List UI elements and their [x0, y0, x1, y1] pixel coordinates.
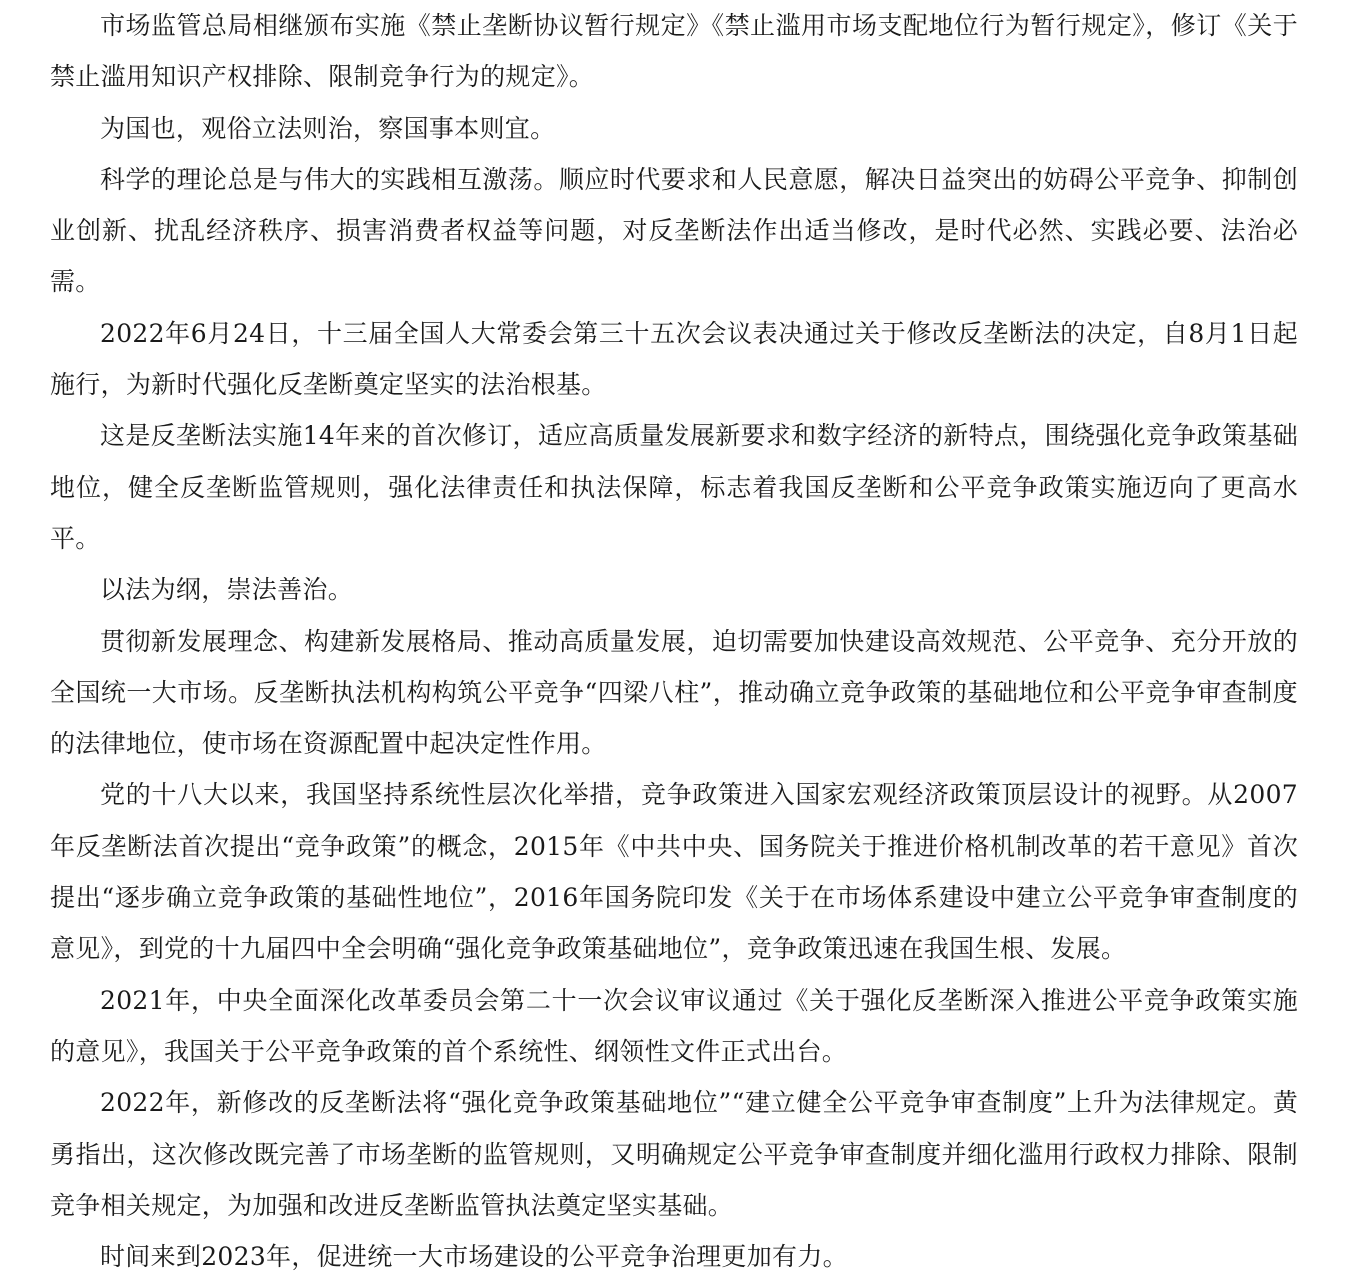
paragraph: 2022年6月24日，十三届全国人大常委会第三十五次会议表决通过关于修改反垄断法的决定，自8月1日起施行，为新时代强化反垄断奠定坚实的法治根基。: [50, 318, 1298, 400]
paragraph: 为国也，观俗立法则治，察国事本则宜。: [100, 113, 556, 143]
paragraph: 2022年，新修改的反垄断法将“强化竞争政策基础地位”“建立健全公平竞争审查制度”上升为法律规定。黄勇指出，这次修改既完善了市场垄断的监管规则，又明确规定公平竞争审查制度并细化滥用行政权力排除、限制竞争相关规定，为加强和改进反垄断监管执法奠定坚实基础。: [50, 1088, 1298, 1220]
paragraph: 科学的理论总是与伟大的实践相互激荡。顺应时代要求和人民意愿，解决日益突出的妨碍公平竞争、抑制创业创新、扰乱经济秩序、损害消费者权益等问题，对反垄断法作出适当修改，是时代必然、实践必要、法治必需。: [50, 164, 1298, 297]
article-body: [50, 0, 1298, 1282]
paragraph: 以法为纲，崇法善治。: [100, 575, 354, 605]
paragraph: 2021年，中央全面深化改革委员会第二十一次会议审议通过《关于强化反垄断深入推进公平竞争政策实施的意见》，我国关于公平竞争政策的首个系统性、纲领性文件正式出台。: [50, 985, 1298, 1066]
paragraph: 党的十八大以来，我国坚持系统性层次化举措，竞争政策进入国家宏观经济政策顶层设计的视野。从2007年反垄断法首次提出“竞争政策”的概念，2015年《中共中央、国务院关于推进价格机制改革的若干意见》首次提出“逐步确立竞争政策的基础性地位”，2016年国务院印发《关于在市场体系建设中建立公平竞争审查制度的意见》，到党的十九届四中全会明确“强化竞争政策基础地位”，竞争政策迅速在我国生根、发展。: [50, 780, 1298, 964]
paragraph: 贯彻新发展理念、构建新发展格局、推动高质量发展，迫切需要加快建设高效规范、公平竞争、充分开放的全国统一大市场。反垄断执法机构构筑公平竞争“四梁八柱”，推动确立竞争政策的基础地位和公平竞争审查制度的法律地位，使市场在资源配置中起决定性作用。: [50, 626, 1298, 759]
paragraph: 这是反垄断法实施14年来的首次修订，适应高质量发展新要求和数字经济的新特点，围绕强化竞争政策基础地位，健全反垄断监管规则，强化法律责任和执法保障，标志着我国反垄断和公平竞争政策实施迈向了更高水平。: [50, 421, 1298, 553]
paragraph: 市场监管总局相继颁布实施《禁止垄断协议暂行规定》《禁止滥用市场支配地位行为暂行规定》，修订《关于禁止滥用知识产权排除、限制竞争行为的规定》。: [50, 11, 1298, 92]
paragraph: 时间来到2023年，促进统一大市场建设的公平竞争治理更加有力。: [100, 1242, 848, 1272]
